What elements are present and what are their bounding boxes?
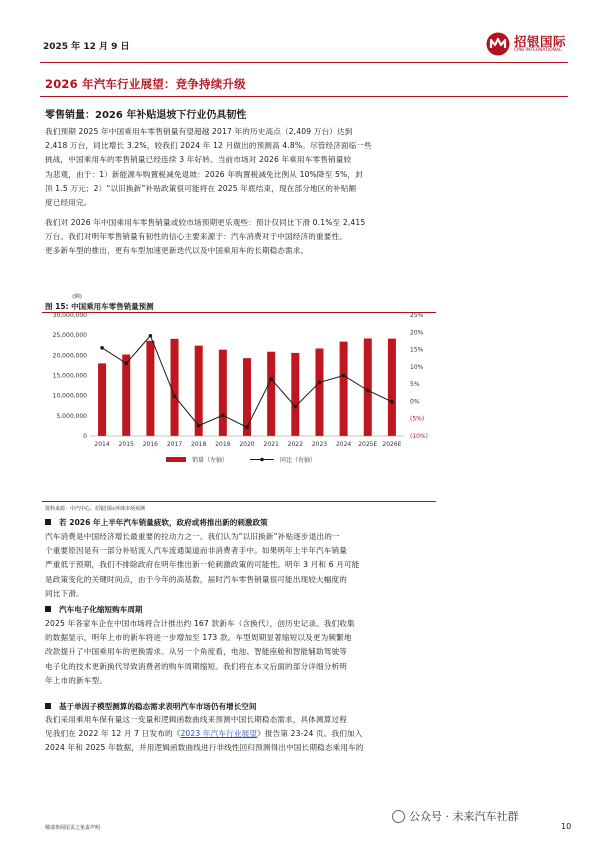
yoy-point <box>100 346 104 350</box>
paragraph-line: 我们对 2026 年中国乘用车零售销量或较市场预期更乐观些：预计仅同比下滑 0.1%至 2,415 <box>45 218 366 227</box>
figure-bottom-rule <box>42 501 436 502</box>
report-date: 2025 年 12 月 9 日 <box>43 42 130 52</box>
paragraph-line: 2,418 万台，同比增长 3.2%，较我们 2024 年 12 月做出的预测高 4.8%。尽管经济面临一些 <box>45 141 372 151</box>
yoy-point <box>245 426 249 430</box>
section-divider <box>40 96 568 97</box>
paragraph-line <box>45 727 545 741</box>
y-tick-label-right: 5% <box>410 381 420 389</box>
paragraph-line: 更多新车型的推出、更有车型加速更新迭代以及中国乘用车的长期稳态需求。 <box>45 246 309 256</box>
bar <box>267 352 275 436</box>
y-tick-label-right: 15% <box>410 346 424 354</box>
y-tick-label-left: 0 <box>83 433 87 440</box>
paragraph-line: 为悲观，由于：1）新能源车购置税减免退坡：2026 年购置税减免比例从 10%降至 5%，封 <box>45 169 363 179</box>
y-tick-label-left: 15,000,000 <box>52 372 87 380</box>
paragraph-line: 度已经用完。 <box>45 198 92 208</box>
y-tick-label-right: 0% <box>410 398 420 406</box>
page-number: 10 <box>561 822 572 831</box>
bullet-heading-3 <box>45 701 256 712</box>
bar <box>219 350 227 436</box>
text-segment: 见我们在 2022 年 12 月 7 日发布的《 <box>45 729 181 739</box>
x-tick-label: 2015 <box>118 441 134 448</box>
bar <box>340 342 348 436</box>
bullet-heading-1 <box>45 517 268 528</box>
legend-swatch-bars <box>166 457 186 462</box>
paragraph-line: 挑战，中国乘用车的零售销量已经连续 3 年好转。当前市场对 2026 年乘用车零售销量较 <box>45 155 352 165</box>
paragraph-line: 2025 年各家车企在中国市场将合计推出约 167 款新车（含换代），创历史记录。我们收集 <box>45 619 355 628</box>
paragraph-2 <box>45 216 545 259</box>
paragraph-1 <box>45 125 545 210</box>
x-tick-label: 2021 <box>263 441 279 448</box>
retail-sales-chart <box>42 285 446 500</box>
bar <box>243 358 251 436</box>
bullet-paragraph-1 <box>45 530 545 601</box>
paragraph-line: 同比下滑。 <box>45 588 84 598</box>
paragraph-line: 顶 1.5 万元；2）“以旧换新”补贴政策很可能将在 2025 年底结束，现在部分地区的补贴额 <box>45 183 357 193</box>
bullet-square-icon <box>45 519 51 525</box>
y-tick-label-left: 10,000,000 <box>52 392 87 400</box>
yoy-point <box>197 424 201 428</box>
x-tick-label: 2016 <box>142 441 159 448</box>
bar <box>146 341 154 436</box>
wechat-icon <box>392 810 405 823</box>
x-tick-label: 2025E <box>358 441 378 448</box>
bar <box>291 353 299 436</box>
wechat-watermark <box>392 808 519 824</box>
legend-marker-line <box>260 458 264 462</box>
yoy-point <box>149 334 153 338</box>
report-link-2023-outlook[interactable]: 2023 年汽车行业展望 <box>180 729 258 739</box>
subsection-title: 零售销量：2026 年补贴退坡下行业仍具韧性 <box>45 110 247 121</box>
legend-label-line: 同比（右轴） <box>280 457 317 464</box>
yoy-point <box>124 362 128 366</box>
paragraph-line: 年上市的新车型。 <box>45 675 107 685</box>
section-title: 2026 年汽车行业展望：竞争持续升级 <box>45 77 246 91</box>
figure-title: 图 15: 中国乘用车零售销量预测 <box>45 302 154 311</box>
footer-disclaimer: 敬请参阅尾页之免责声明 <box>45 825 101 831</box>
cmb-international-logo <box>486 30 568 62</box>
paragraph-line: 我们预期 2025 年中国乘用车零售销量有望超越 2017 年的历史高点（2,409 万台）达到 <box>45 127 353 136</box>
bullet-heading-2 <box>45 604 143 615</box>
legend-label-bars: 销量（左轴） <box>192 457 229 464</box>
x-tick-label: 2022 <box>287 441 303 448</box>
y-tick-label-right: 10% <box>410 363 424 371</box>
cmb-logo-icon <box>486 32 510 56</box>
x-tick-label: 2020 <box>239 441 255 448</box>
y-tick-label-left: 20,000,000 <box>52 352 87 360</box>
logo-subtitle: CMB INTERNATIONAL <box>514 48 562 53</box>
bullet-square-icon <box>45 606 51 612</box>
bullet-paragraph-2 <box>45 617 545 688</box>
yoy-point <box>294 405 298 409</box>
x-tick-label: 2024 <box>335 441 352 448</box>
bullet-heading-text: 基于单因子模型测算的稳态需求表明汽车市场仍有增长空间 <box>59 702 257 711</box>
bar <box>171 339 179 436</box>
header-divider <box>40 62 568 63</box>
y-axis-left-unit: (辆) <box>72 294 82 300</box>
paragraph-line: 是政策变化的关键时间点，由于今年的高基数，届时汽车零售销量很可能出现较大幅度的 <box>45 574 348 584</box>
bar <box>388 339 396 436</box>
x-tick-label: 2026E <box>382 441 402 448</box>
paragraph-line: 严重低于预期，我们不排除政府在明年推出新一轮刺激政策的可能性。明年 3 月和 6 月可能 <box>45 560 360 570</box>
logo-name: 招银国际 <box>514 34 567 49</box>
bar <box>122 355 130 436</box>
y-tick-label-left: 30,000,000 <box>52 312 87 319</box>
x-tick-label: 2018 <box>191 441 207 448</box>
yoy-point <box>318 381 322 385</box>
bullet-heading-text: 若 2026 年上半年汽车销量疲软，政府或将推出新的刺激政策 <box>59 518 268 527</box>
yoy-point <box>342 374 346 378</box>
paragraph-line: 汽车消费是中国经济增长最重要的拉动力之一。我们认为“以旧换新”补贴逐步退出的一 <box>45 532 340 541</box>
x-tick-label: 2017 <box>166 441 183 448</box>
bar <box>364 338 372 436</box>
y-tick-label-right: 25% <box>410 312 424 319</box>
y-tick-label-right: 20% <box>410 329 424 337</box>
paragraph-line: 电子化的技术更新换代导致消费者的购车周期缩短。我们将在本文后面的部分详细分析明 <box>45 661 348 671</box>
bullet-heading-text: 汽车电子化缩短购车周期 <box>59 605 143 614</box>
text-segment: 》报告第 23-24 页。我们加入 <box>257 729 363 739</box>
yoy-point <box>390 400 394 404</box>
yoy-point <box>173 394 177 398</box>
bar <box>315 348 323 436</box>
x-tick-label: 2014 <box>94 441 110 448</box>
bullet-square-icon <box>45 703 51 709</box>
y-tick-label-left: 25,000,000 <box>52 332 87 340</box>
paragraph-line: 的数据显示，明年上市的新车将进一步增加至 173 款。车型周期显著缩短以及更为频繁地 <box>45 633 352 643</box>
yoy-point <box>221 413 225 417</box>
paragraph-line: 我们采用乘用车保有量这一变量和逻辑函数曲线来预测中国长期稳态需求，具体测算过程 <box>45 715 348 724</box>
paragraph-line: 万台。我们对明年零售销量有韧性的信心主要来源于：汽车消费对于中国经济的重要性、 <box>45 232 348 242</box>
figure-source: 资料来源：中汽中心、招银国际环球市场预测 <box>45 506 146 512</box>
yoy-point <box>269 377 273 381</box>
bar <box>98 363 106 436</box>
y-tick-label-left: 5,000,000 <box>56 412 87 420</box>
paragraph-line: 改款提升了中国乘用车的更换需求。从另一个角度看，电池、智能座舱和智能辅助驾驶等 <box>45 647 348 657</box>
bullet-paragraph-3 <box>45 713 545 756</box>
paragraph-line: 个重要原因是有一部分补贴流入汽车流通渠道而非消费者手中。如果明年上半年汽车销量 <box>45 546 348 556</box>
paragraph-line: 2024 年和 2025 年数据，并用逻辑函数曲线进行非线性回归预测得出中国长期稳态乘用车的 <box>45 743 364 753</box>
yoy-point <box>366 389 370 393</box>
x-tick-label: 2019 <box>215 441 231 448</box>
y-tick-label-right: (10%) <box>410 433 429 440</box>
watermark-text: 公众号 · 未来汽车社群 <box>409 810 519 823</box>
y-tick-label-right: (5%) <box>410 415 425 423</box>
x-tick-label: 2023 <box>311 441 328 448</box>
